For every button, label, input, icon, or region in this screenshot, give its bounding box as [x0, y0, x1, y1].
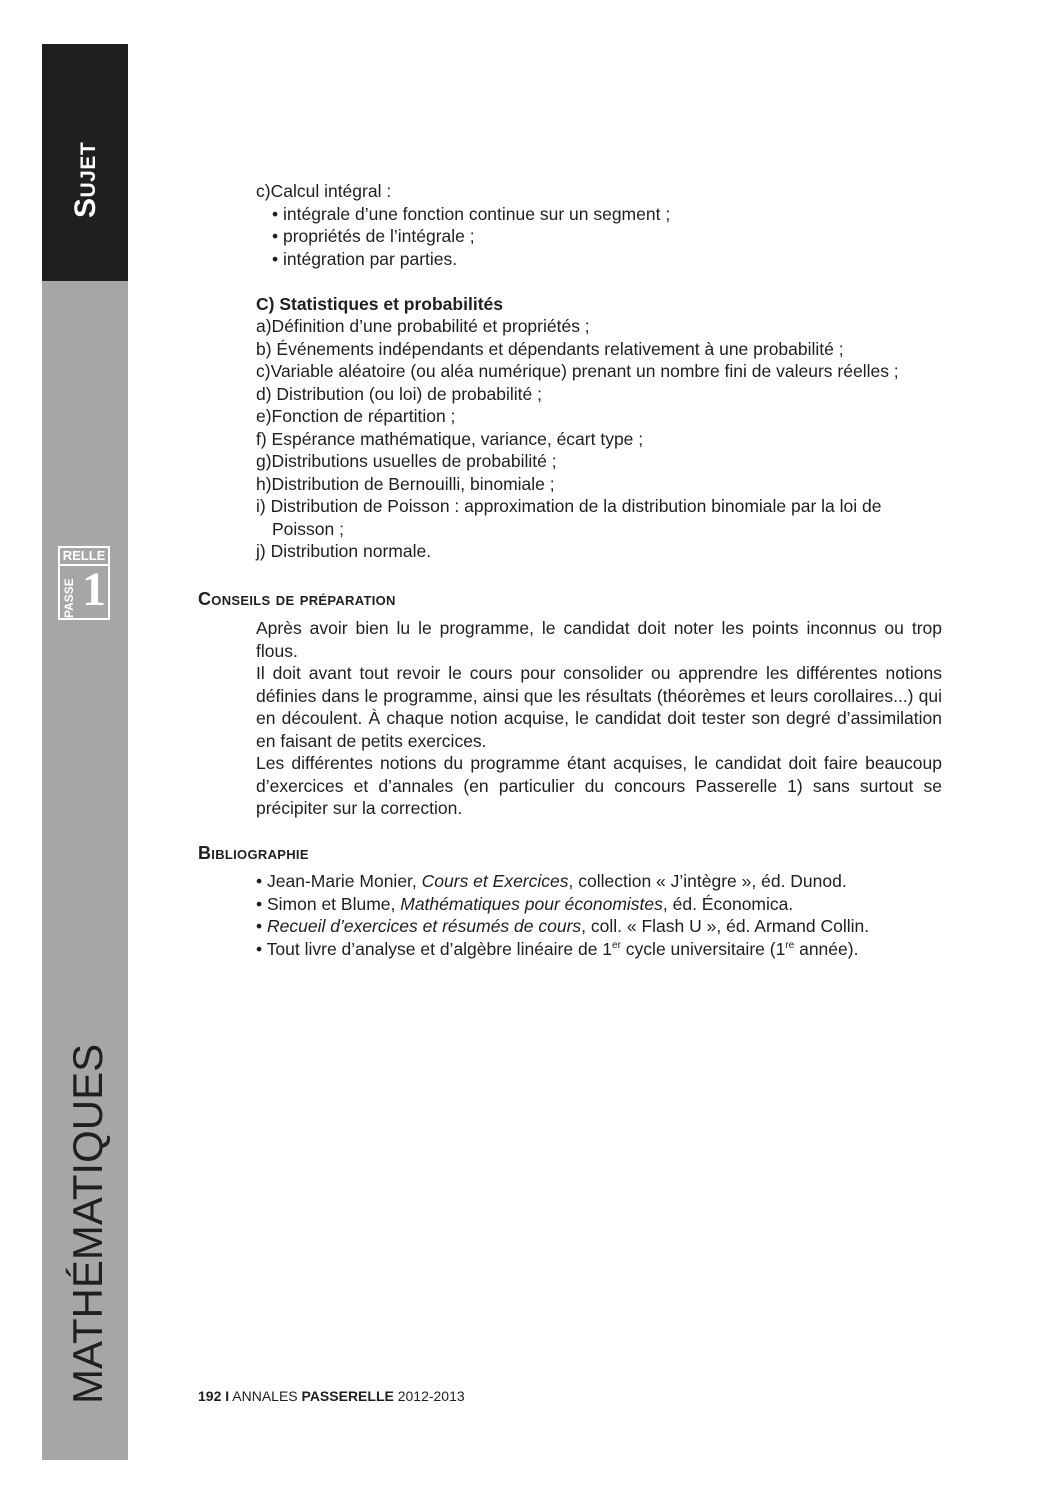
integral-heading: c)Calcul intégral : [256, 181, 392, 201]
stats-item: a)Définition d’une probabilité et propriétés ; [256, 316, 590, 336]
bibliographie-list [256, 870, 942, 960]
stats-item: g)Distributions usuelles de probabilité ; [256, 451, 557, 471]
integral-bullet: • intégration par parties. [272, 248, 458, 269]
page-number: 192 [198, 1388, 222, 1404]
logo-side-text: PASSE [62, 578, 76, 618]
subject-label: MATHÉMATIQUES [64, 1043, 111, 1404]
footer-years: 2012-2013 [397, 1388, 465, 1404]
bibliography-item: • Simon et Blume, Mathématiques pour économistes, éd. Économica. [256, 893, 794, 914]
conseils-paragraph: Les différentes notions du programme étant acquises, le candidat doit faire beaucoup d’exercices et d’annales (en particulier du concours Passerelle 1) sans surtout se précipiter sur la correction. [256, 753, 942, 818]
bibliographie-title: Bibliographie [198, 843, 309, 863]
bibliography-item: • Tout livre d’analyse et d’algèbre linéaire de 1er cycle universitaire (1re année). [256, 938, 859, 959]
footer-annales: ANNALES [232, 1388, 298, 1404]
page-footer [198, 1388, 465, 1404]
stats-item: b) Événements indépendants et dépendants relativement à une probabilité ; [256, 338, 844, 359]
footer-brand: PASSERELLE [301, 1388, 394, 1404]
programme-content [256, 180, 942, 563]
stats-item: d) Distribution (ou loi) de probabilité ; [256, 383, 542, 404]
stats-item: c)Variable aléatoire (ou aléa numérique) prenant un nombre fini de valeurs réelles ; [256, 361, 899, 381]
logo-number: 1 [82, 563, 106, 616]
stats-item: h)Distribution de Bernouilli, binomiale ; [256, 473, 555, 494]
stats-item: i) Distribution de Poisson : approximation de la distribution binomiale par la loi de [256, 496, 882, 516]
conseils-title: Conseils de préparation [198, 589, 396, 609]
integral-bullet: • intégrale d’une fonction continue sur un segment ; [272, 203, 671, 224]
stats-item: e)Fonction de répartition ; [256, 406, 456, 426]
section-label: Sujet [69, 141, 102, 218]
conseils-paragraph: Après avoir bien lu le programme, le candidat doit noter les points inconnus ou trop flous. [256, 618, 942, 661]
stats-item: j) Distribution normale. [256, 541, 432, 561]
integral-bullet: • propriétés de l’intégrale ; [272, 226, 475, 246]
conseils-paragraph: Il doit avant tout revoir le cours pour consolider ou apprendre les différentes notions définies dans le programme, ainsi que les résultats (théorèmes et leurs corollaires...) qui en découlent. À chaque notion acquise, le candidat doit tester son degré d’assimilation en faisant de petits exercices. [256, 663, 942, 751]
stats-item-continuation: Poisson ; [272, 518, 344, 539]
bibliography-item: • Jean-Marie Monier, Cours et Exercices, collection « J’intègre », éd. Dunod. [256, 871, 847, 891]
logo-top-text: RELLE [60, 548, 108, 566]
stats-heading: C) Statistiques et probabilités [256, 293, 503, 314]
stats-item: f) Espérance mathématique, variance, écart type ; [256, 428, 644, 449]
footer-separator: I [225, 1388, 230, 1404]
passerelle-logo [58, 546, 110, 620]
bibliography-item: • Recueil d’exercices et résumés de cours, coll. « Flash U », éd. Armand Collin. [256, 916, 870, 936]
